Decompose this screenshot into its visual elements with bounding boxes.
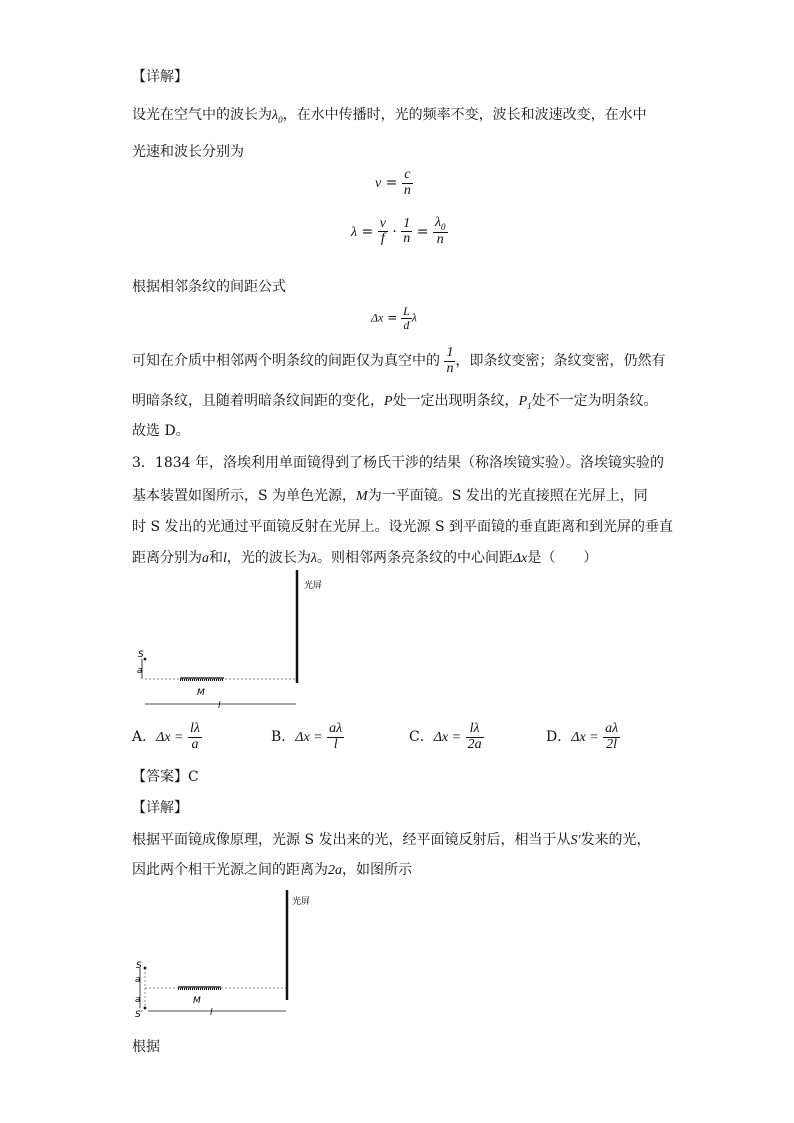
lloyd-mirror-diagram: [120, 565, 360, 715]
screen-label: 光屏: [304, 581, 323, 591]
question-3-line1: 3．1834 年，洛埃利用单面镜得到了杨氏干涉的结果（称洛埃镜实验）。洛埃镜实验的: [132, 455, 664, 471]
section2-line1: 根据平面镜成像原理，光源 S 发出来的光，经平面镜反射后，相当于从S′发来的光，: [132, 832, 651, 848]
question-3-line4: 距离分别为a和l，光的波长为λ。则相邻两条亮条纹的中心间距Δx是（ ）: [132, 550, 598, 566]
screen-label: 光屏: [292, 897, 311, 907]
equation-v: v = $\frac{c}{n}$: [375, 167, 411, 198]
mirror-M-label: M: [197, 688, 205, 698]
question-3-line2: 基本装置如图所示，S 为单色光源，M为一平面镜。S 发出的光直接照在光屏上，同: [132, 488, 648, 504]
option-b[interactable]: B．Δx = $\frac{a\lambda}{l}$: [271, 721, 343, 752]
option-a[interactable]: A．Δx = $\frac{l\lambda}{a}$: [132, 721, 200, 752]
paragraph-4: 明暗条纹，且随着明暗条纹间距的变化，P处一定出现明条纹，$P_1$处不一定为明条纹。: [132, 393, 658, 411]
distance-l-label: l: [218, 701, 221, 711]
heading-detail-1: 【详解】: [132, 69, 188, 85]
mirror-M-label: M: [193, 996, 201, 1006]
paragraph-1: 设光在空气中的波长为$\lambda_0$，在水中传播时，光的频率不变，波长和波速改变，在水中: [132, 107, 647, 125]
equation-lambda: λ = $\frac{v}{f}$ · $\frac{1}{n}$ = $\frac{\lambda_0}{n}$: [351, 215, 446, 248]
distance-a-label: a: [137, 666, 143, 676]
option-c[interactable]: C．Δx = $\frac{l\lambda}{2a}$: [409, 721, 482, 752]
conclusion: 故选 D。: [132, 423, 190, 439]
section2-tail: 根据: [132, 1039, 160, 1055]
source-S-point: [144, 658, 147, 661]
var-lambda0: $\lambda_0$: [272, 108, 283, 125]
source-S-label: S: [138, 650, 144, 660]
option-d[interactable]: D．Δx = $\frac{a\lambda}{2l}$: [546, 721, 619, 752]
section2-line2: 因此两个相干光源之间的距离为2a，如图所示: [132, 862, 412, 878]
distance-a2-label: a: [135, 995, 141, 1005]
source-S-label: S: [136, 961, 142, 971]
image-source-diagram: [120, 882, 360, 1027]
question-3-line3: 时 S 发出的光通过平面镜反射在光屏上。设光源 S 到平面镜的垂直距离和到光屏的垂直: [132, 519, 673, 535]
paragraph-1b: 光速和波长分别为: [132, 144, 244, 160]
image-source-point: [144, 1007, 147, 1010]
answer-line: 【答案】C: [132, 769, 199, 785]
distance-l-label: l: [210, 1008, 213, 1018]
paragraph-3: 可知在介质中相邻两个明条纹的间距仅为真空中的 $\frac{1}{n}$ ，即条纹变密；条纹变密，仍然有: [132, 345, 666, 376]
distance-a1-label: a: [135, 975, 141, 985]
heading-detail-2: 【详解】: [132, 800, 188, 816]
image-source-label: S′: [135, 1010, 143, 1020]
equation-dx: Δx = $\frac{L}{d}$ λ: [371, 304, 417, 332]
paragraph-2: 根据相邻条纹的间距公式: [132, 279, 286, 295]
